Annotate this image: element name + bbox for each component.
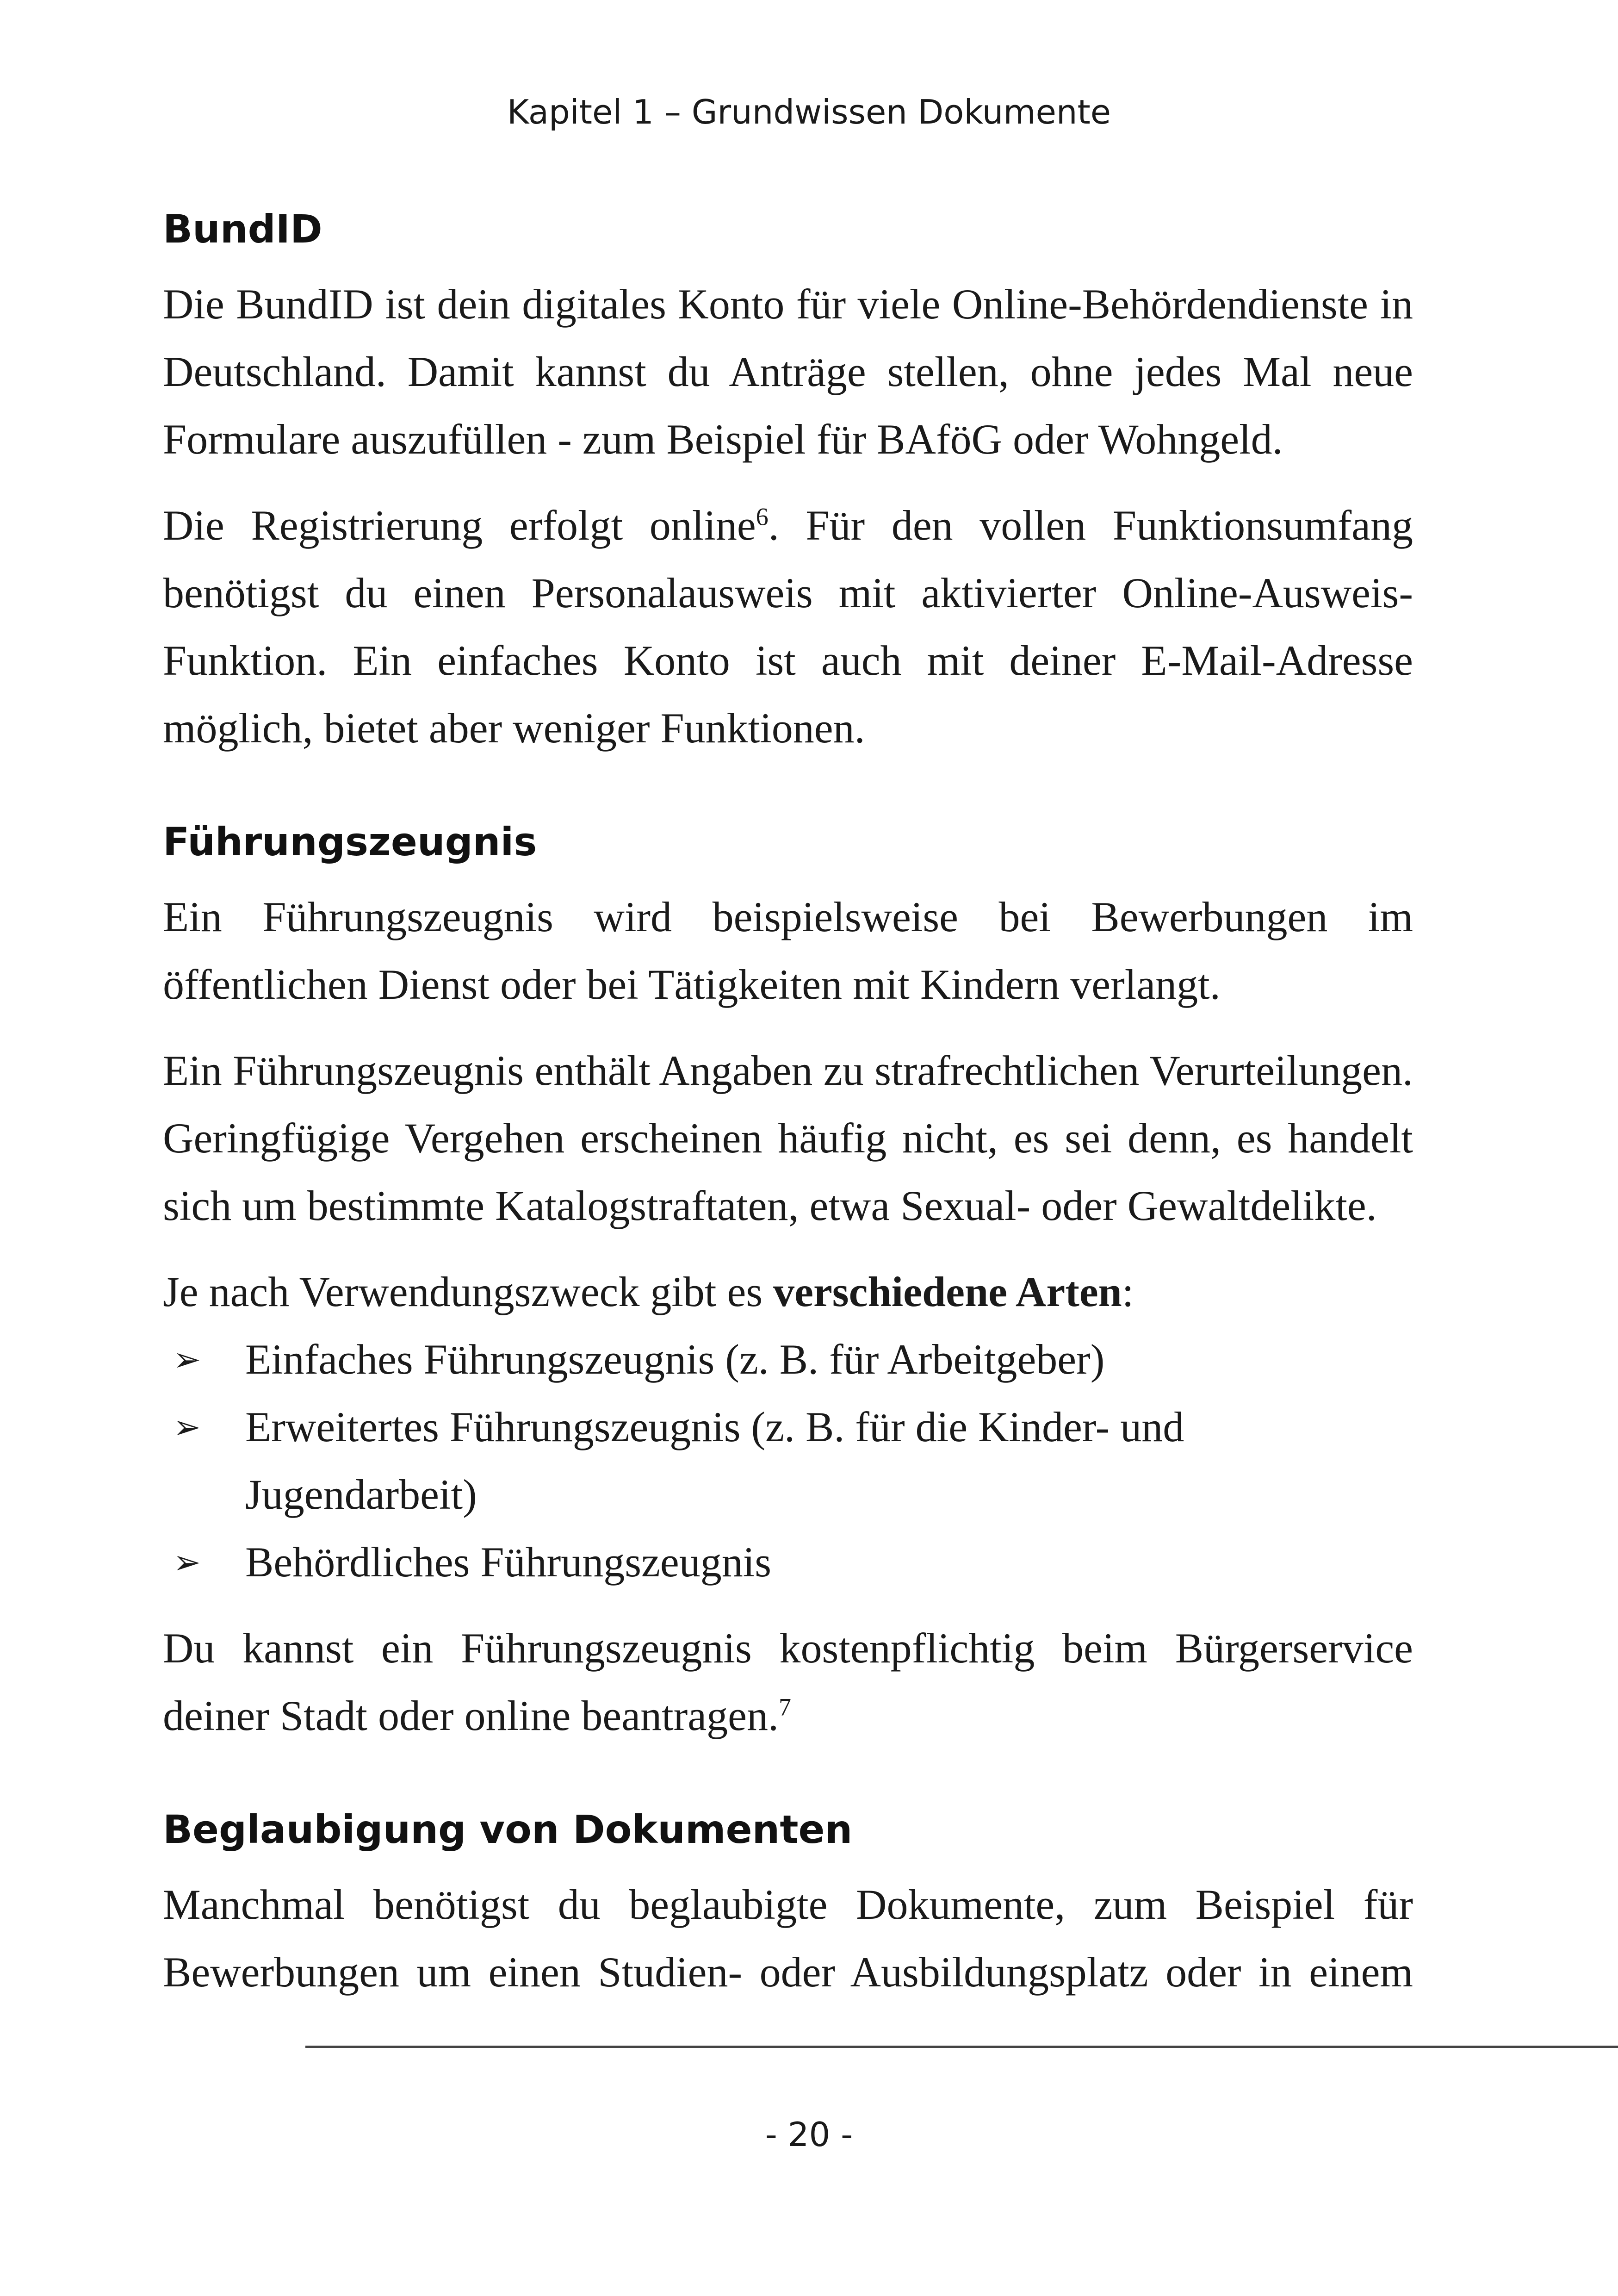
- paragraph-bundid-intro: Die BundID ist dein digitales Konto für viele Online-Behördendienste in Deutschland. Damit kannst du Anträge stellen, ohne jedes Mal neue Formulare auszufüllen - zum Beispiel für BAföG oder Wohngeld.: [163, 280, 1413, 463]
- heading-fuehrungszeugnis: Führungszeugnis: [163, 819, 537, 865]
- types-intro-bold: verschiedene Arten: [773, 1268, 1122, 1315]
- heading-bundid: BundID: [163, 206, 322, 252]
- paragraph-fuehrungszeugnis-types-intro: [163, 1258, 1413, 1325]
- paragraph-fuehrungszeugnis-usage: Ein Führungszeugnis wird beispielsweise bei Bewerbungen im öffentlichen Dienst oder bei Tätigkeiten mit Kindern verlangt.: [163, 893, 1413, 1008]
- arrow-bullet-icon: ➢: [173, 1340, 201, 1379]
- footnote-marker-6: 6: [756, 503, 769, 531]
- arrow-bullet-icon: ➢: [173, 1407, 201, 1446]
- page-content: [163, 204, 1413, 2006]
- types-intro-end: :: [1122, 1268, 1134, 1315]
- paragraph-bundid-registration: [163, 492, 1413, 762]
- list-item-text: Behördliches Führungszeugnis: [245, 1538, 772, 1586]
- paragraph-bundid-registration-start: Die Registrierung erfolgt online: [163, 502, 756, 549]
- paragraph-beglaubigung-intro: Manchmal benötigst du beglaubigte Dokumente, zum Beispiel für Bewerbungen um einen Studien- oder Ausbildungsplatz oder in einem: [163, 1881, 1413, 1996]
- arrow-bullet-icon: ➢: [173, 1543, 201, 1581]
- paragraph-fuehrungszeugnis-apply: [163, 1614, 1413, 1749]
- heading-beglaubigung: Beglaubigung von Dokumenten: [163, 1807, 853, 1852]
- running-header: Kapitel 1 – Grundwissen Dokumente: [507, 93, 1111, 131]
- types-intro-start: Je nach Verwendungszweck gibt es: [163, 1268, 774, 1315]
- list-item: [163, 1528, 1413, 1596]
- list-item-text: Einfaches Führungszeugnis (z. B. für Arbeitgeber): [245, 1336, 1105, 1383]
- footnote-marker-7: 7: [778, 1693, 791, 1721]
- paragraph-apply-text: Du kannst ein Führungszeugnis kostenpflichtig beim Bürgerservice deiner Stadt oder online beantragen.: [163, 1624, 1413, 1739]
- types-list: [163, 1325, 1413, 1596]
- paragraph-fuehrungszeugnis-content: Ein Führungszeugnis enthält Angaben zu strafrechtlichen Verurteilungen. Geringfügige Vergehen erscheinen häufig nicht, es sei denn, es handelt sich um bestimmte Katalogstraftaten, etwa Sexual- oder Gewaltdelikte.: [163, 1047, 1413, 1229]
- page-number: - 20 -: [765, 2115, 853, 2154]
- list-item: [163, 1393, 1413, 1528]
- paragraph-bundid-registration-rest: . Für den vollen Funktionsumfang benötigst du einen Personalausweis mit aktivierter Online-Ausweis-Funktion. Ein einfaches Konto ist auch mit deiner E-Mail-Adresse möglich, bietet aber weniger Funktionen.: [163, 502, 1413, 752]
- list-item-text: Erweitertes Führungszeugnis (z. B. für die Kinder- und Jugendarbeit): [245, 1403, 1184, 1518]
- footnote-separator-rule: [305, 2046, 1618, 2048]
- list-item: [163, 1325, 1413, 1393]
